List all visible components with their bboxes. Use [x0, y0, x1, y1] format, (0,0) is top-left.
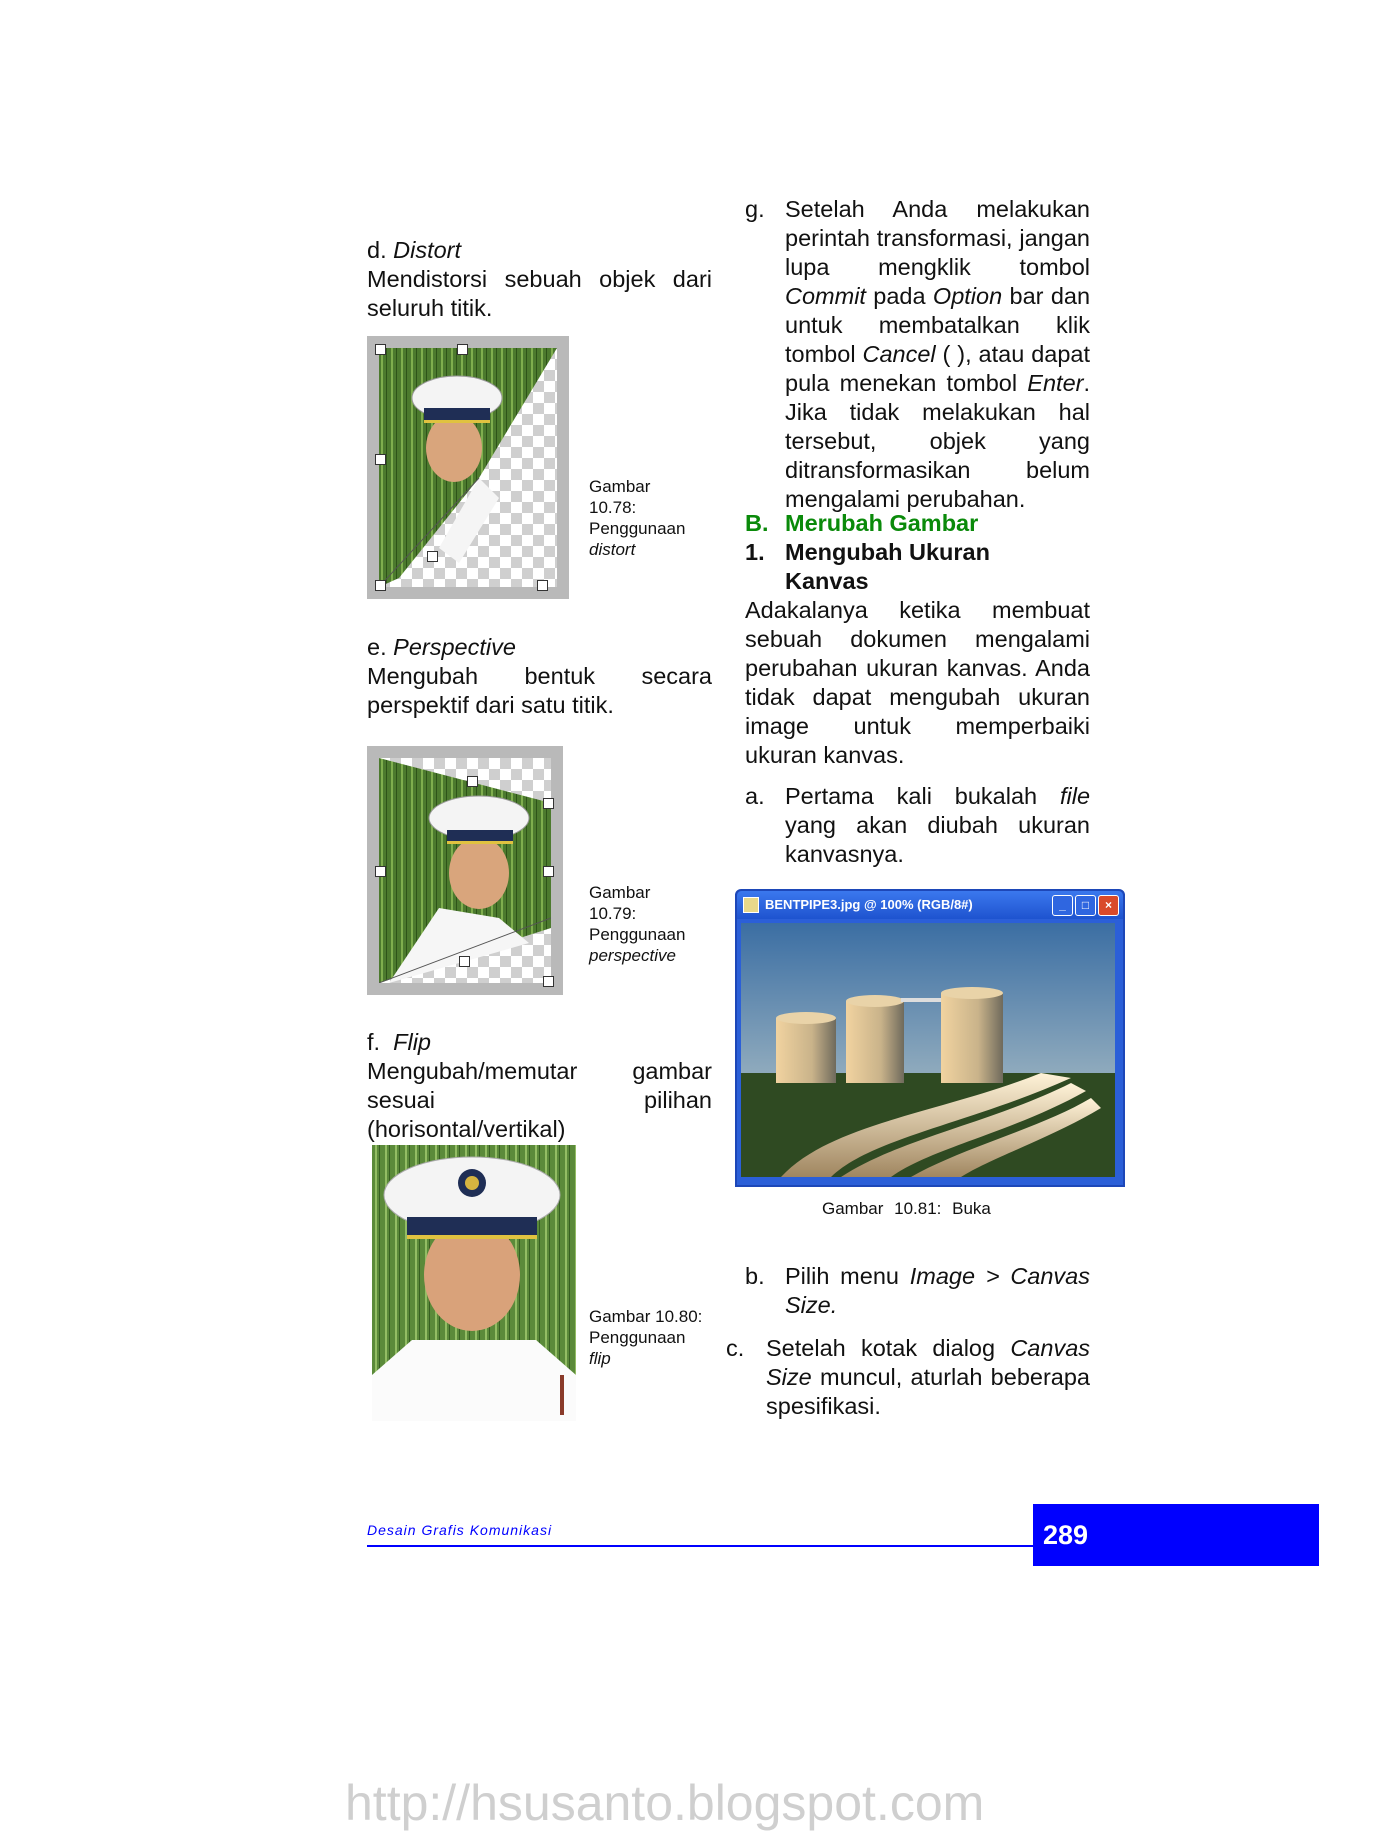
caption-80-word: Penggunaan [589, 1328, 686, 1347]
item-c [726, 1334, 1090, 1421]
item-c-text: Setelah kotak dialog Canvas Size muncul, aturlah beberapa spesifikasi. [766, 1335, 1091, 1419]
item-c-marker: c. [726, 1335, 745, 1361]
caption-fig-80 [589, 1306, 702, 1369]
caption-79-word: Penggunaan [589, 925, 686, 944]
caption-78-num: Gambar 10.78: [589, 477, 651, 517]
subsection-1-marker: 1. [745, 539, 765, 565]
caption-79-term: perspective [589, 946, 676, 965]
item-e-term: Perspective [393, 634, 516, 660]
item-d-term: Distort [393, 237, 462, 263]
close-button[interactable]: × [1098, 895, 1119, 916]
section-b-marker: B. [745, 510, 769, 536]
item-d-marker: d. [367, 237, 387, 263]
photoshop-doc-icon [743, 897, 759, 913]
item-a-text: Pertama kali bukalah file yang akan diubah ukuran kanvasnya. [785, 783, 1091, 867]
caption-80-num: Gambar 10.80: [589, 1307, 703, 1326]
caption-80-term: flip [589, 1349, 611, 1368]
caption-78-word: Penggunaan [589, 519, 686, 538]
distort-image [379, 348, 557, 587]
caption-78-term: distort [589, 540, 636, 559]
subsection-1-title: Mengubah Ukuran Kanvas [785, 539, 990, 594]
item-b [745, 1262, 1090, 1320]
footer-book-title: Desain Grafis Komunikasi [367, 1522, 553, 1538]
window-title: BENTPIPE3.jpg @ 100% (RGB/8#) [765, 897, 973, 912]
maximize-button[interactable]: □ [1075, 895, 1096, 916]
item-f-term: Flip [393, 1029, 431, 1055]
image-window [735, 889, 1125, 1187]
caption-fig-78 [589, 476, 685, 560]
bentpipe-photo [741, 923, 1115, 1177]
watermark: http://hsusanto.blogspot.com [345, 1775, 985, 1831]
section-b-title: Merubah Gambar [785, 510, 979, 536]
item-d-heading [367, 236, 461, 265]
window-titlebar[interactable] [737, 891, 1123, 919]
subsection-1-heading [745, 538, 1045, 596]
item-b-text: Pilih menu Image > Canvas Size. [785, 1263, 1091, 1318]
minimize-button[interactable]: _ [1052, 895, 1073, 916]
footer-rule [367, 1545, 1033, 1547]
item-e-marker: e. [367, 634, 387, 660]
item-g-text: Setelah Anda melakukan perintah transformasi, jangan lupa mengklik tombol Commit pada Option bar dan untuk membatalkan klik tombol Cancel ( ), atau dapat pula menekan tombol Enter. Jika tidak melakukan hal tersebut, objek yang ditransformasikan belum mengalami perubahan. [785, 196, 1091, 512]
item-b-marker: b. [745, 1263, 765, 1289]
intro-paragraph: Adakalanya ketika membuat sebuah dokumen mengalami perubahan ukuran kanvas. Anda tidak dapat mengubah ukuran image untuk memperbaiki ukuran kanvas. [745, 597, 1090, 768]
figure-perspective [367, 746, 563, 995]
item-f-heading [367, 1028, 431, 1057]
page-number-box [1033, 1504, 1319, 1566]
item-e-text: Mengubah bentuk secara perspektif dari satu titik. [367, 663, 712, 718]
figure-distort [367, 336, 569, 599]
perspective-image [379, 758, 551, 983]
item-a [745, 782, 1090, 869]
item-e-heading [367, 633, 516, 662]
item-f-text: Mengubah/memutar gambar sesuai pilihan (horisontal/vertikal) [367, 1058, 712, 1142]
caption-fig-81: Gambar 10.81: Buka [822, 1199, 991, 1218]
item-f-marker: f. [367, 1029, 381, 1055]
caption-79-num: Gambar 10.79: [589, 883, 651, 923]
figure-flip [372, 1145, 576, 1421]
item-g-marker: g. [745, 196, 765, 222]
item-a-marker: a. [745, 783, 765, 809]
caption-fig-79 [589, 882, 685, 966]
page-number: 289 [1043, 1520, 1089, 1550]
item-d-text: Mendistorsi sebuah objek dari seluruh titik. [367, 266, 712, 321]
section-b-heading [745, 509, 978, 538]
item-g [745, 195, 1090, 514]
